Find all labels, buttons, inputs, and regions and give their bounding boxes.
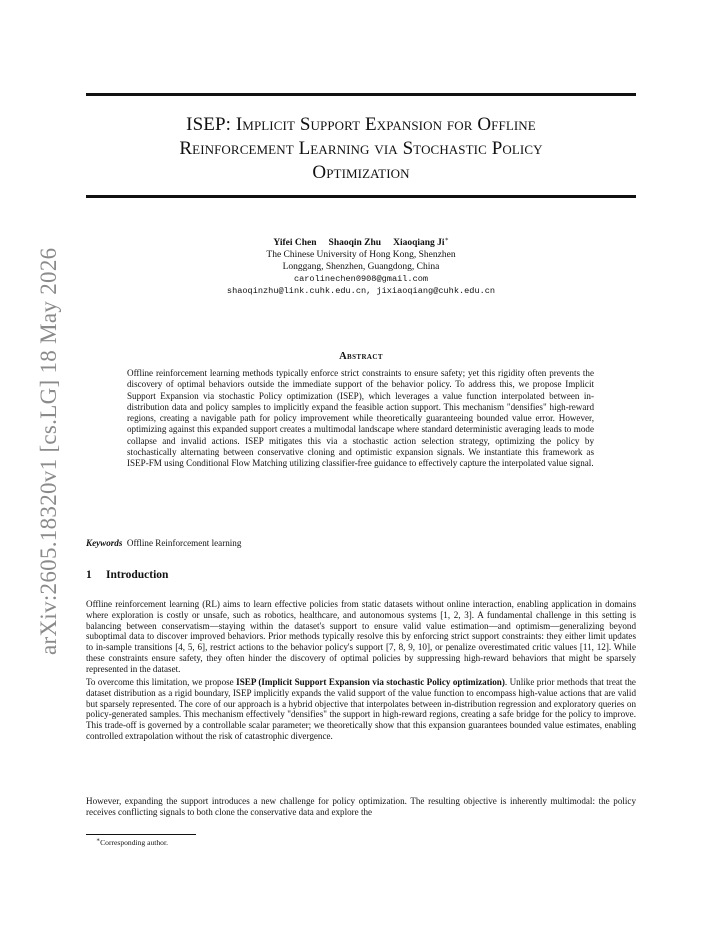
title-top-rule [86,93,636,96]
title-line-2: Reinforcement Learning via Stochastic Policy [179,138,543,159]
footnote-rule [86,834,196,835]
author-name: Xiaoqiang Ji [393,238,445,248]
abstract-heading: Abstract [339,351,383,362]
email-1[interactable]: carolinechen0908@gmail.com [293,274,429,284]
section-title: Introduction [106,569,169,581]
abstract-text: Offline reinforcement learning methods typically enforce strict constraints to ensure safety; yet this rigidity often prevents the discovery of optimal behaviors outside the immediate support of the behavior policy. To address this, we propose Implicit Support Expansion via stochastic Policy optimization (ISEP), which leverages a value function interpolated between in-distribution data and policy samples to implicitly expand the feasible action support. This mechanism "densifies" high-reward regions, creating a navigable path for policy improvement while theoretically guaranteeing bounded value error. However, optimizing against this expanded support creates a multimodal landscape where standard deterministic averaging leads to mode collapse and invalid actions. ISEP mitigates this via a stochastic action selection strategy, optimizing the policy by stochastically alternating between conservative cloning and optimistic expansion signals. We instantiate this framework as ISEP-FM using Conditional Flow Matching utilizing classifier-free guidance to effectively capture the interpolated value signal. [127,368,594,469]
corresponding-mark: ∗ [444,236,449,243]
email-2[interactable]: shaoqinzhu@link.cuhk.edu.cn, jixiaoqiang@cuhk.edu.cn [226,286,496,296]
footnote-mark: ∗ [96,837,101,844]
title-line-1-smallcaps: mplicit Support Expansion for Offline [242,114,536,135]
title-bottom-rule [86,195,636,198]
keywords-line [86,538,241,548]
affiliation-2: Longgang, Shenzhen, Guangdong, China [282,262,440,272]
intro-paragraph-1: Offline reinforcement learning (RL) aims to learn effective policies from static datasets without online interaction, enabling application in domains where exploration is costly or unsafe, such as robotics, healthcare, and autonomous systems [1, 2, 3]. A fundamental challenge in this setting is balancing between conservatism—staying within the dataset's support to ensure valid value estimation—and optimism—generalizing beyond suboptimal data to discover improved behaviors. Prior methods typically resolve this by enforcing strict support constraints: they either limit updates to in-sample transitions [4, 5, 6], restrict actions to the behavior policy's support [7, 8, 9, 10], or penalize overestimated critic values [11, 12]. While these constraints ensure safety, they often hinder the discovery of optimal policies by suppressing high-reward behaviors that might be sparsely represented in the dataset. [86,599,636,674]
arxiv-identifier: arXiv:2605.18320v1 [cs.LG] 18 May 2026 [36,247,61,655]
section-heading [86,569,168,581]
footnote [96,838,168,847]
p2-bold-name: ISEP (Implicit Support Expansion via stochastic Policy optimization) [236,677,505,687]
section-number: 1 [86,569,92,581]
title-line-1-prefix: ISEP: I [186,114,243,135]
keywords-label: Keywords [86,538,123,548]
author-names [86,237,636,249]
title-line-1 [86,113,636,137]
footnote-text: Corresponding author. [100,838,168,847]
paper-title [86,113,636,185]
intro-paragraph-2 [86,677,636,742]
p2-rest: . Unlike prior methods that treat the dataset distribution as a rigid boundary, ISEP implicitly expands the valid support of the value function to encompass high-value actions that are valid but sparsely represented. The core of our approach is a hybrid objective that interpolates between in-distribution regression and exploratory queries on policy-generated samples. This mechanism effectively "densifies" the support in high-reward regions, creating a safe bridge for the policy to improve. This trade-off is governed by a controllable scalar parameter; we theoretically show that this expansion guarantees bounded value estimates, enabling controlled extrapolation without the risk of catastrophic divergence. [86,677,636,741]
author-block [86,237,636,297]
author-name: Yifei Chen [273,238,317,248]
intro-paragraph-3: However, expanding the support introduces a new challenge for policy optimization. The resulting objective is inherently multimodal: the policy receives conflicting signals to both clone the conservative data and explore the [86,796,636,817]
keywords-value: Offline Reinforcement learning [126,538,242,548]
p2-start: To overcome this limitation, we propose [86,677,237,687]
author-name: Shaoqin Zhu [328,238,382,248]
affiliation-1: The Chinese University of Hong Kong, Shenzhen [266,250,456,260]
title-line-3: Optimization [312,162,410,183]
